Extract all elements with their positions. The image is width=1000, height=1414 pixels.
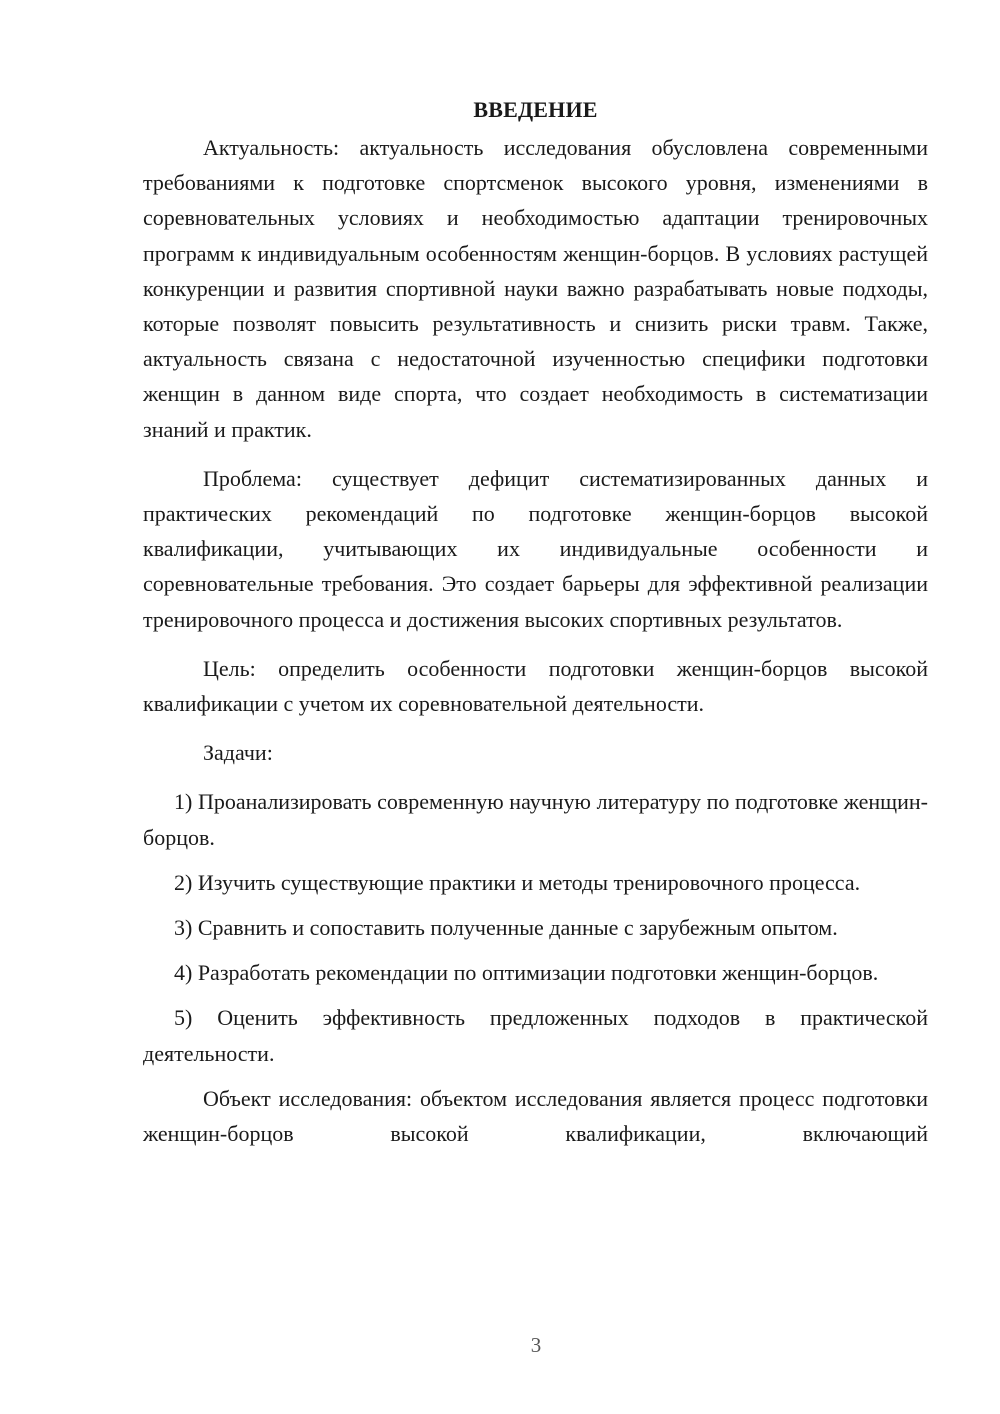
paragraph-tasks-heading: Задачи: (203, 740, 273, 766)
task-item-3: 3) Сравнить и сопоставить полученные данные с зарубежным опытом. (174, 915, 838, 941)
page-number: 3 (530, 1333, 542, 1357)
task-item-4: 4) Разработать рекомендации по оптимизации подготовки женщин-борцов. (174, 960, 879, 986)
task-item-5: 5) Оценить эффективность предложенных подходов в практической деятельности. (143, 1005, 928, 1066)
section-title: ВВЕДЕНИЕ (473, 97, 598, 122)
paragraph-relevance: Актуальность: актуальность исследования обусловлена современными требованиями к подготовке спортсменок высокого уровня, изменениями в соревновательных условиях и необходимостью адаптации тренировочных программ к индивидуальным особенностям женщин-борцов. В условиях растущей конкуренции и развития спортивной науки важно разрабатывать новые подходы, которые позволят повысить результативность и снизить риски травм. Также, актуальность связана с недостаточной изученностью специфики подготовки женщин в данном виде спорта, что создает необходимость в систематизации знаний и практик. (143, 135, 928, 442)
paragraph-problem: Проблема: существует дефицит систематизированных данных и практических рекомендаций по подготовке женщин-борцов высокой квалификации, учитывающих их индивидуальные особенности и соревновательные требования. Это создает барьеры для эффективной реализации тренировочного процесса и достижения высоких спортивных результатов. (143, 465, 928, 632)
task-item-1: 1) Проанализировать современную научную литературу по подготовке женщин-борцов. (143, 789, 928, 850)
paragraph-object: Объект исследования: объектом исследования является процесс подготовки женщин-борцов высокой квалификации, включающий (143, 1085, 928, 1147)
task-item-2: 2) Изучить существующие практики и методы тренировочного процесса. (174, 869, 861, 895)
document-body (143, 95, 928, 1165)
paragraph-goal: Цель: определить особенности подготовки женщин-борцов высокой квалификации с учетом их соревновательной деятельности. (143, 655, 928, 717)
